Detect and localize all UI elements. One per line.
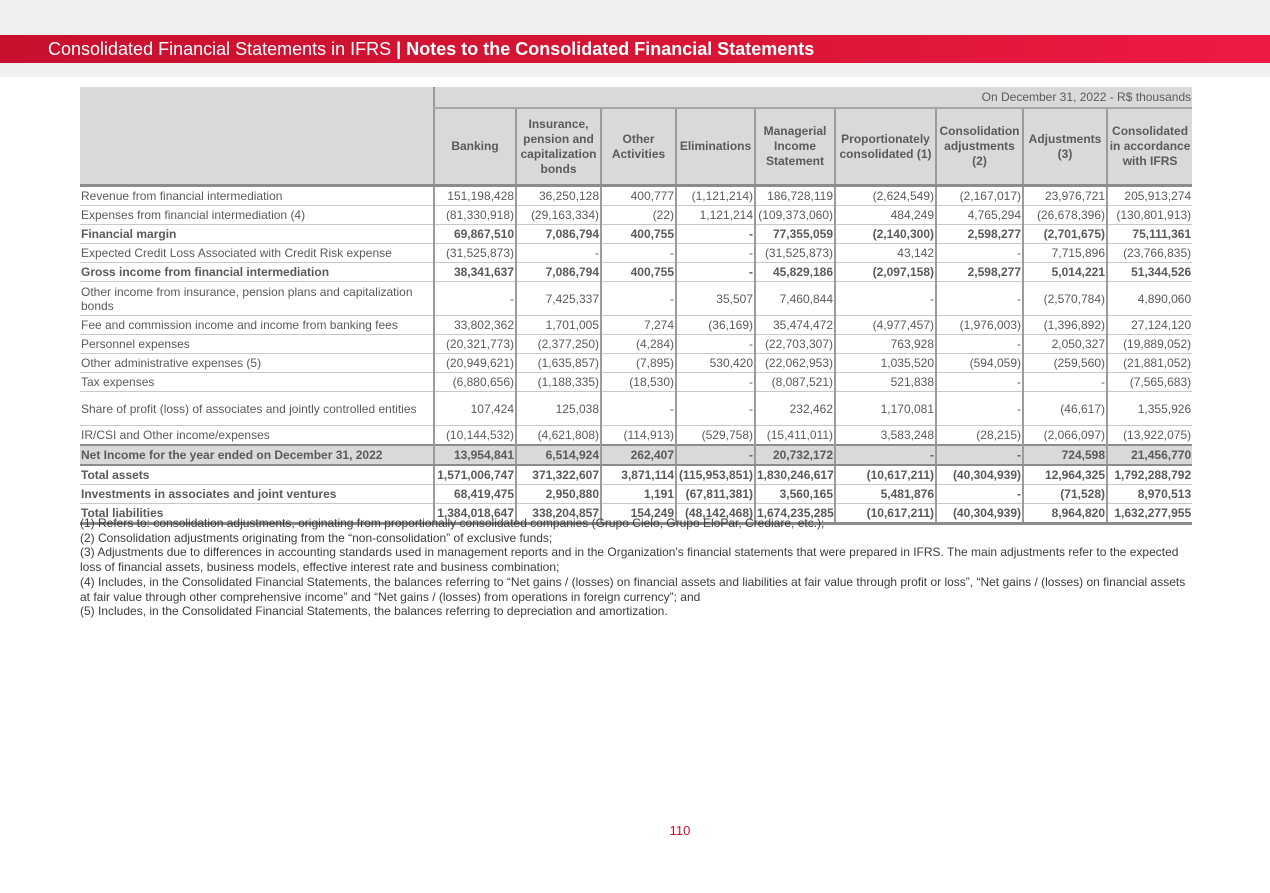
top-margin — [0, 0, 1270, 35]
value-cell: - — [936, 373, 1023, 392]
row-label: Tax expenses — [80, 373, 434, 392]
value-cell: 69,867,510 — [434, 225, 516, 244]
value-cell: 400,777 — [601, 186, 676, 206]
value-cell: - — [936, 282, 1023, 316]
value-cell: (130,801,913) — [1107, 206, 1192, 225]
value-cell: 45,829,186 — [755, 263, 835, 282]
value-cell: 38,341,637 — [434, 263, 516, 282]
value-cell: - — [835, 445, 936, 465]
value-cell: (48,142,468) — [676, 504, 755, 524]
value-cell: 23,976,721 — [1023, 186, 1107, 206]
value-cell: 3,871,114 — [601, 465, 676, 485]
value-cell: (19,889,052) — [1107, 335, 1192, 354]
value-cell: 7,086,794 — [516, 225, 601, 244]
value-cell: (26,678,396) — [1023, 206, 1107, 225]
value-cell: 4,890,060 — [1107, 282, 1192, 316]
value-cell: 3,560,165 — [755, 485, 835, 504]
page-number: 110 — [669, 823, 691, 838]
footnotes — [80, 516, 1195, 619]
value-cell: (22,062,953) — [755, 354, 835, 373]
value-cell: (6,880,656) — [434, 373, 516, 392]
column-header: Other Activities — [601, 108, 676, 186]
value-cell: - — [676, 244, 755, 263]
title-separator: | — [391, 39, 407, 59]
value-cell: (1,188,335) — [516, 373, 601, 392]
value-cell: (115,953,851) — [676, 465, 755, 485]
value-cell: (2,377,250) — [516, 335, 601, 354]
value-cell: 33,802,362 — [434, 316, 516, 335]
value-cell: 1,830,246,617 — [755, 465, 835, 485]
value-cell: (22,703,307) — [755, 335, 835, 354]
value-cell: 763,928 — [835, 335, 936, 354]
value-cell: 400,755 — [601, 263, 676, 282]
value-cell: (1,635,857) — [516, 354, 601, 373]
value-cell: (81,330,918) — [434, 206, 516, 225]
value-cell: (20,949,621) — [434, 354, 516, 373]
row-label: Share of profit (loss) of associates and jointly controlled entities — [80, 392, 434, 426]
value-cell: 5,481,876 — [835, 485, 936, 504]
value-cell: - — [601, 392, 676, 426]
value-cell: (2,066,097) — [1023, 426, 1107, 446]
table-row — [80, 373, 1192, 392]
value-cell: 2,598,277 — [936, 263, 1023, 282]
value-cell: 4,765,294 — [936, 206, 1023, 225]
value-cell: (594,059) — [936, 354, 1023, 373]
value-cell: 8,964,820 — [1023, 504, 1107, 524]
column-header: Managerial Income Statement — [755, 108, 835, 186]
table-row — [80, 282, 1192, 316]
row-label: Fee and commission income and income from banking fees — [80, 316, 434, 335]
footnote: (3) Adjustments due to differences in accounting standards used in management reports and in the Organization's financial statements that were prepared in IFRS. The main adjustments refer to the expected loss of financial assets, business models, effective interest rate and business combination; — [80, 545, 1179, 575]
value-cell: 12,964,325 — [1023, 465, 1107, 485]
row-label: Other administrative expenses (5) — [80, 354, 434, 373]
value-cell: 521,838 — [835, 373, 936, 392]
value-cell: 371,322,607 — [516, 465, 601, 485]
value-cell: - — [676, 445, 755, 465]
value-cell: 2,598,277 — [936, 225, 1023, 244]
row-label: Financial margin — [80, 225, 434, 244]
value-cell: (67,811,381) — [676, 485, 755, 504]
value-cell: 35,507 — [676, 282, 755, 316]
value-cell: 1,191 — [601, 485, 676, 504]
value-cell: (4,977,457) — [835, 316, 936, 335]
value-cell: (15,411,011) — [755, 426, 835, 446]
value-cell: (40,304,939) — [936, 465, 1023, 485]
value-cell: 1,701,005 — [516, 316, 601, 335]
row-label: Expenses from financial intermediation (4) — [80, 206, 434, 225]
value-cell: 7,460,844 — [755, 282, 835, 316]
value-cell: - — [676, 392, 755, 426]
table-row — [80, 316, 1192, 335]
value-cell: 1,035,520 — [835, 354, 936, 373]
value-cell: - — [936, 335, 1023, 354]
column-header: Insurance, pension and capitalization bonds — [516, 108, 601, 186]
value-cell: (71,528) — [1023, 485, 1107, 504]
value-cell: (8,087,521) — [755, 373, 835, 392]
section-header-banner — [0, 35, 1270, 63]
table-row — [80, 485, 1192, 504]
footnote: (5) Includes, in the Consolidated Financial Statements, the balances referring to depreciation and amortization. — [80, 604, 668, 619]
value-cell: - — [676, 335, 755, 354]
value-cell: 20,732,172 — [755, 445, 835, 465]
row-label: Gross income from financial intermediation — [80, 263, 434, 282]
value-cell: 151,198,428 — [434, 186, 516, 206]
value-cell: 13,954,841 — [434, 445, 516, 465]
value-cell: (20,321,773) — [434, 335, 516, 354]
value-cell: - — [601, 282, 676, 316]
value-cell: 43,142 — [835, 244, 936, 263]
value-cell: 7,715,896 — [1023, 244, 1107, 263]
value-cell: 27,124,120 — [1107, 316, 1192, 335]
table-row — [80, 225, 1192, 244]
value-cell: 5,014,221 — [1023, 263, 1107, 282]
value-cell: 262,407 — [601, 445, 676, 465]
value-cell: 51,344,526 — [1107, 263, 1192, 282]
value-cell: (18,530) — [601, 373, 676, 392]
row-label: Expected Credit Loss Associated with Credit Risk expense — [80, 244, 434, 263]
value-cell: 107,424 — [434, 392, 516, 426]
value-cell: (2,140,300) — [835, 225, 936, 244]
row-label: Total liabilities — [80, 504, 434, 524]
table-row — [80, 335, 1192, 354]
value-cell: 1,674,235,285 — [755, 504, 835, 524]
value-cell: (7,565,683) — [1107, 373, 1192, 392]
value-cell: - — [434, 282, 516, 316]
value-cell: (2,570,784) — [1023, 282, 1107, 316]
value-cell: 7,086,794 — [516, 263, 601, 282]
table-row — [80, 186, 1192, 206]
row-label: Total assets — [80, 465, 434, 485]
table-row — [80, 392, 1192, 426]
value-cell: 6,514,924 — [516, 445, 601, 465]
column-header: Consolidated in accordance with IFRS — [1107, 108, 1192, 186]
value-cell: 35,474,472 — [755, 316, 835, 335]
value-cell: (7,895) — [601, 354, 676, 373]
value-cell: 125,038 — [516, 392, 601, 426]
value-cell: (259,560) — [1023, 354, 1107, 373]
value-cell: (4,284) — [601, 335, 676, 354]
column-header: Consolidation adjustments (2) — [936, 108, 1023, 186]
value-cell: - — [936, 485, 1023, 504]
value-cell: (2,167,017) — [936, 186, 1023, 206]
footnote: (2) Consolidation adjustments originating from the “non-consolidation” of exclusive funds; — [80, 530, 553, 545]
value-cell: (46,617) — [1023, 392, 1107, 426]
value-cell: (22) — [601, 206, 676, 225]
header-underband — [0, 63, 1270, 77]
value-cell: (10,617,211) — [835, 504, 936, 524]
value-cell: - — [1023, 373, 1107, 392]
value-cell: (1,976,003) — [936, 316, 1023, 335]
value-cell: (2,701,675) — [1023, 225, 1107, 244]
value-cell: 1,571,006,747 — [434, 465, 516, 485]
value-cell: (28,215) — [936, 426, 1023, 446]
value-cell: 1,384,018,647 — [434, 504, 516, 524]
value-cell: 1,355,926 — [1107, 392, 1192, 426]
column-header: Adjustments (3) — [1023, 108, 1107, 186]
value-cell: 154,249 — [601, 504, 676, 524]
value-cell: 7,425,337 — [516, 282, 601, 316]
value-cell: (2,097,158) — [835, 263, 936, 282]
value-cell: 21,456,770 — [1107, 445, 1192, 465]
value-cell: 7,274 — [601, 316, 676, 335]
value-cell: 1,632,277,955 — [1107, 504, 1192, 524]
value-cell: (4,621,808) — [516, 426, 601, 446]
footnote: (4) Includes, in the Consolidated Financial Statements, the balances referring to “Net gains / (losses) on financial assets and liabilities at fair value through profit or loss”, “Net gains / (losses) on financial assets at fair value through other comprehensive income” and “Net gains / (losses) from operations in foreign currency”; and — [80, 574, 1186, 604]
value-cell: (40,304,939) — [936, 504, 1023, 524]
value-cell: 68,419,475 — [434, 485, 516, 504]
value-cell: 3,583,248 — [835, 426, 936, 446]
column-header: Proportionately consolidated (1) — [835, 108, 936, 186]
value-cell: (2,624,549) — [835, 186, 936, 206]
value-cell: (31,525,873) — [755, 244, 835, 263]
row-label: Other income from insurance, pension plans and capitalization bonds — [80, 282, 434, 316]
value-cell: 484,249 — [835, 206, 936, 225]
value-cell: 1,170,081 — [835, 392, 936, 426]
row-label: Revenue from financial intermediation — [80, 186, 434, 206]
row-label: Personnel expenses — [80, 335, 434, 354]
value-cell: - — [676, 373, 755, 392]
table-row — [80, 206, 1192, 225]
value-cell: 1,792,288,792 — [1107, 465, 1192, 485]
value-cell: 2,950,880 — [516, 485, 601, 504]
column-header: Eliminations — [676, 108, 755, 186]
value-cell: - — [936, 392, 1023, 426]
column-header: Banking — [434, 108, 516, 186]
value-cell: (529,758) — [676, 426, 755, 446]
value-cell: (23,766,835) — [1107, 244, 1192, 263]
value-cell: - — [676, 263, 755, 282]
value-cell: 205,913,274 — [1107, 186, 1192, 206]
value-cell: (10,144,532) — [434, 426, 516, 446]
value-cell: - — [516, 244, 601, 263]
value-cell: 232,462 — [755, 392, 835, 426]
value-cell: 75,111,361 — [1107, 225, 1192, 244]
value-cell: 2,050,327 — [1023, 335, 1107, 354]
table-corner-cell — [80, 87, 434, 186]
value-cell: (36,169) — [676, 316, 755, 335]
value-cell: (114,913) — [601, 426, 676, 446]
value-cell: - — [676, 225, 755, 244]
table-body — [80, 186, 1192, 524]
value-cell: (13,922,075) — [1107, 426, 1192, 446]
value-cell: (21,881,052) — [1107, 354, 1192, 373]
row-label: Investments in associates and joint ventures — [80, 485, 434, 504]
value-cell: - — [835, 282, 936, 316]
table-row — [80, 244, 1192, 263]
table-row — [80, 465, 1192, 485]
chapter-title: Notes to the Consolidated Financial Statements — [406, 39, 815, 59]
value-cell: - — [601, 244, 676, 263]
financial-statement-table — [80, 87, 1192, 525]
value-cell: 724,598 — [1023, 445, 1107, 465]
value-cell: (29,163,334) — [516, 206, 601, 225]
value-cell: 186,728,119 — [755, 186, 835, 206]
table-row — [80, 263, 1192, 282]
table-row — [80, 426, 1192, 446]
table-row — [80, 445, 1192, 465]
value-cell: - — [936, 244, 1023, 263]
value-cell: (1,396,892) — [1023, 316, 1107, 335]
value-cell: (31,525,873) — [434, 244, 516, 263]
value-cell: 77,355,059 — [755, 225, 835, 244]
value-cell: 36,250,128 — [516, 186, 601, 206]
value-cell: (109,373,060) — [755, 206, 835, 225]
section-header-text — [48, 35, 814, 63]
value-cell: 1,121,214 — [676, 206, 755, 225]
value-cell: 338,204,857 — [516, 504, 601, 524]
row-label: Net Income for the year ended on December 31, 2022 — [80, 445, 434, 465]
value-cell: 8,970,513 — [1107, 485, 1192, 504]
row-label: IR/CSI and Other income/expenses — [80, 426, 434, 446]
value-cell: 530,420 — [676, 354, 755, 373]
value-cell: 400,755 — [601, 225, 676, 244]
table-row — [80, 354, 1192, 373]
value-cell: - — [936, 445, 1023, 465]
section-title: Consolidated Financial Statements in IFRS — [48, 39, 392, 59]
value-cell: (10,617,211) — [835, 465, 936, 485]
value-cell: (1,121,214) — [676, 186, 755, 206]
footnote: (1) Refers to: consolidation adjustments, originating from proportionally consolidated companies (Grupo Cielo, Grupo EloPar, Crediare, etc.); — [80, 516, 825, 530]
table-caption: On December 31, 2022 - R$ thousands — [434, 87, 1192, 108]
